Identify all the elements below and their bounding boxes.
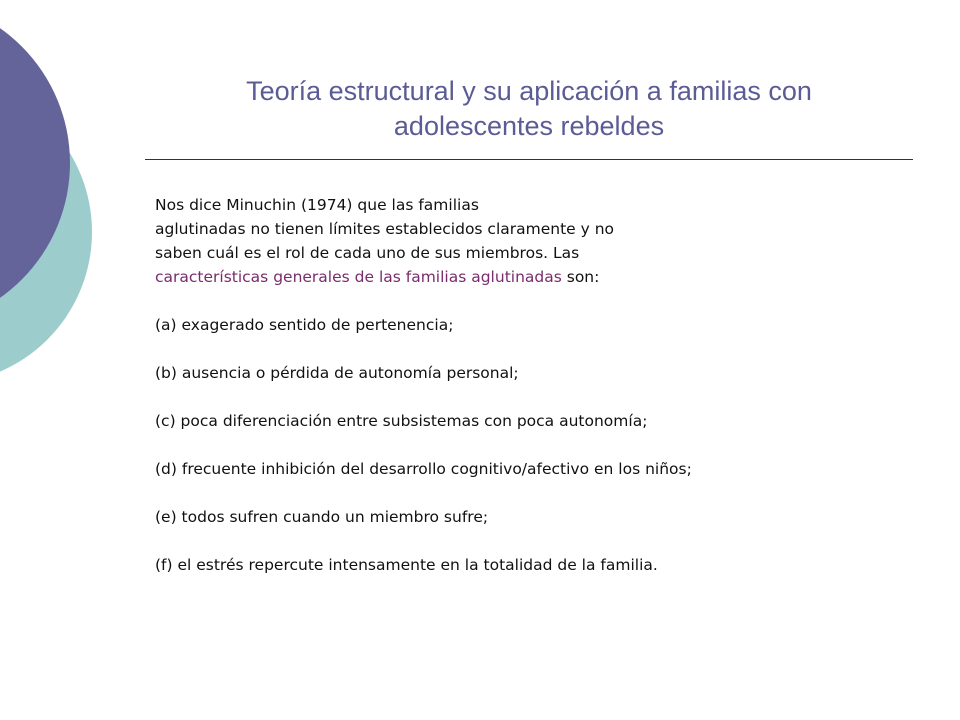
intro-line-1: Nos dice Minuchin (1974) que las familias [155,196,479,214]
slide-title [145,74,913,144]
title-line-1: Teoría estructural y su aplicación a familias con [246,76,812,106]
intro-line-4-rest: son: [561,268,600,286]
list-item: (c) poca diferenciación entre subsistemas con poca autonomía; [155,412,648,430]
list-item: (e) todos sufren cuando un miembro sufre; [155,508,489,526]
title-line-2: adolescentes rebeldes [393,111,665,141]
list-item: (f) el estrés repercute intensamente en la totalidad de la familia. [155,556,658,574]
intro-line-3: saben cuál es el rol de cada uno de sus miembros. Las [155,244,580,262]
list-item: (a) exagerado sentido de pertenencia; [155,316,454,334]
title-divider [145,159,913,160]
intro-line-4 [155,265,915,289]
highlighted-phrase: características generales de las familias aglutinadas [155,268,562,286]
intro-paragraph [155,193,915,289]
list-item: (d) frecuente inhibición del desarrollo cognitivo/afectivo en los niños; [155,460,692,478]
decorative-circles [0,0,110,400]
characteristics-list [155,313,915,577]
intro-line-2: aglutinadas no tienen límites establecidos claramente y no [155,220,615,238]
slide-body [155,193,915,601]
list-item: (b) ausencia o pérdida de autonomía personal; [155,364,519,382]
